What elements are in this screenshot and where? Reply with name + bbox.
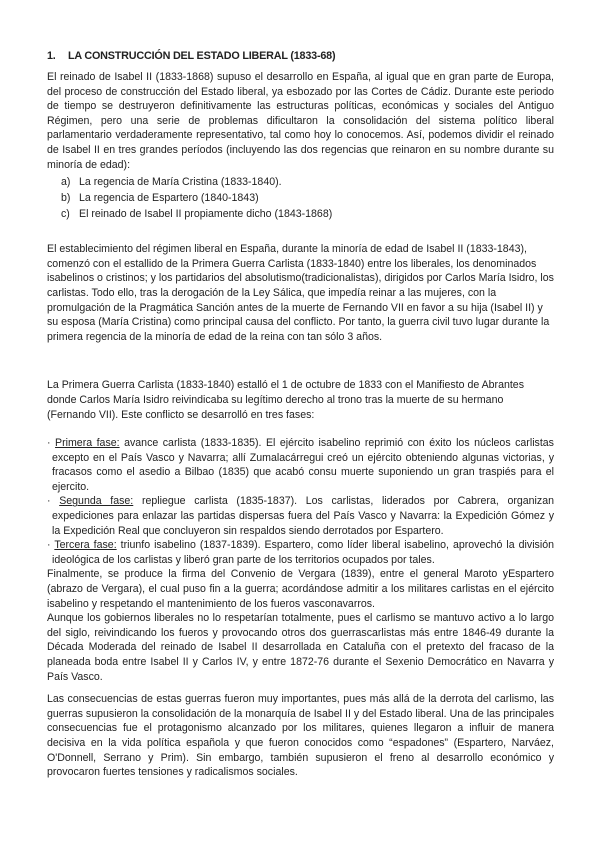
list-item-text: El reinado de Isabel II propiamente dicho (1843-1868) (79, 208, 333, 221)
establecimiento-paragraph: El establecimiento del régimen liberal en España, durante la minoría de edad de Isabel II (1833-1843), comenzó con el estallido de la Primera Guerra Carlista (1833-1840) entre los liberales, los denominados isabelinos o cristinos; y los partidarios del absolutismo(tradicionalistas), dirigidos por Carlos María Isidro, los carlistas. Todo ello, tras la derogación de la Ley Sálica, que impedía reinar a las mujeres, con la promulgación de la Pragmática Sanción antes de la muerte de Fernando VII en favor a su hija (Isabel II) y su esposa (María Cristina) como principal causa del conflicto. Por tanto, la guerra civil tuvo lugar durante la primera regencia de la minoría de edad de la reina con tan sólo 3 años. (47, 243, 554, 343)
list-item-text: La regencia de Espartero (1840-1843) (79, 192, 259, 205)
list-marker: b) (61, 192, 71, 205)
final-paragraph: Finalmente, se produce la firma del Convenio de Vergara (1839), entre el general Maroto yEspartero (abrazo de Vergara), el cual puso fin a la guerra; acordándose admitir a los militares carlistas en el ejército isabelino y respetando el mantenimiento de los fueros vasconavarros. (47, 568, 554, 610)
periods-list (47, 174, 554, 222)
document-page (47, 49, 554, 780)
bullet: · (47, 495, 51, 508)
phases-list (47, 436, 554, 567)
list-item (61, 206, 554, 222)
phase-text: triunfo isabelino (1837-1839). Espartero, como líder liberal isabelino, aprovechó la división ideológica de los carlistas y liberó gran parte de los territorios ocupados por tales. (52, 539, 554, 566)
phase-label: Primera fase: (55, 437, 120, 450)
list-marker: a) (61, 176, 71, 189)
aunque-paragraph: Aunque los gobiernos liberales no lo respetarían totalmente, pues el carlismo se mantuvo activo a lo largo del siglo, reivindicando los fueros y provocando otros dos guerrascarlistas más entre 1846-49 durante la Década Moderada del reinado de Isabel II desarrollada en Cataluña con el pretexto del fracaso de la planeada boda entre Isabel II y Carlos IV, y entre 1872-76 durante el Sexenio Democrático en Navarra y País Vasco. (47, 612, 554, 683)
consecuencias-paragraph: Las consecuencias de estas guerras fueron muy importantes, pues más allá de la derrota del carlismo, las guerras supusieron la consolidación de la monarquía de Isabel II y del Estado liberal. Una de las principales consecuencias fue el protagonismo alcanzado por los militares, quienes llegaron a influir de manera decisiva en la vida política española y que fueron conocidos como “espadones” (Espartero, Narváez, O'Donnell, Serrano y Prim). Sin embargo, también supusieron el freno al desarrollo económico y provocaron fuertes tensiones y radicalismos sociales. (47, 693, 554, 779)
list-item (61, 174, 554, 190)
phase-item (47, 494, 554, 538)
phase-text: avance carlista (1833-1835). El ejército isabelino reprimió con éxito los núcleos carlistas excepto en el País Vasco y Navarra; allí Zumalacárregui creó un ejército obteniendo algunas victorias, y fracasos como el asedio a Bilbao (1835) que acabó consu muerte suponiendo un gran traspiés para el ejercito. (52, 437, 554, 493)
bullet: · (47, 437, 51, 450)
phase-label: Segunda fase: (59, 495, 134, 508)
heading-title: LA CONSTRUCCIÓN DEL ESTADO LIBERAL (1833-68) (68, 50, 336, 62)
list-marker: c) (61, 208, 70, 221)
intro-paragraph: El reinado de Isabel II (1833-1868) supuso el desarrollo en España, al igual que en gran parte de Europa, del proceso de construcción del Estado liberal, ya esbozado por las Cortes de Cádiz. Durante este periodo de tiempo se destruyeron definitivamente las estructuras políticas, económicas y sociales del Antiguo Régimen, pero una serie de problemas dificultaron la consolidación del sistema político liberal parlamentario verdaderamente representativo, tal como hoy lo conocemos. Así, podemos dividir el reinado de Isabel II en tres grandes períodos (incluyendo las dos regencias que reinaron en su nombre durante su minoría de edad): (47, 71, 554, 171)
guerra-paragraph: La Primera Guerra Carlista (1833-1840) estalló el 1 de octubre de 1833 con el Manifiesto de Abrantes donde Carlos María Isidro reivindicaba su legítimo derecho al trono tras la muerte de su hermano (Fernando VII). Este conflicto se desarrolló en tres fases: (47, 379, 524, 421)
phase-item (47, 436, 554, 494)
list-item-text: La regencia de María Cristina (1833-1840). (79, 176, 282, 189)
bullet: · (47, 539, 51, 552)
phase-text: repliegue carlista (1835-1837). Los carlistas, liderados por Cabrera, organizan expediciones para enlazar las partidas dispersas fuera del País Vasco y Navarra: la Expedición Gómez y la Expedición Real que concluyeron sin respaldos siendo derrotados por Espartero. (52, 495, 554, 537)
heading-number: 1. (47, 50, 56, 62)
list-item (61, 190, 554, 206)
phase-item (47, 538, 554, 567)
phase-label: Tercera fase: (54, 539, 117, 552)
section-heading (47, 49, 554, 63)
